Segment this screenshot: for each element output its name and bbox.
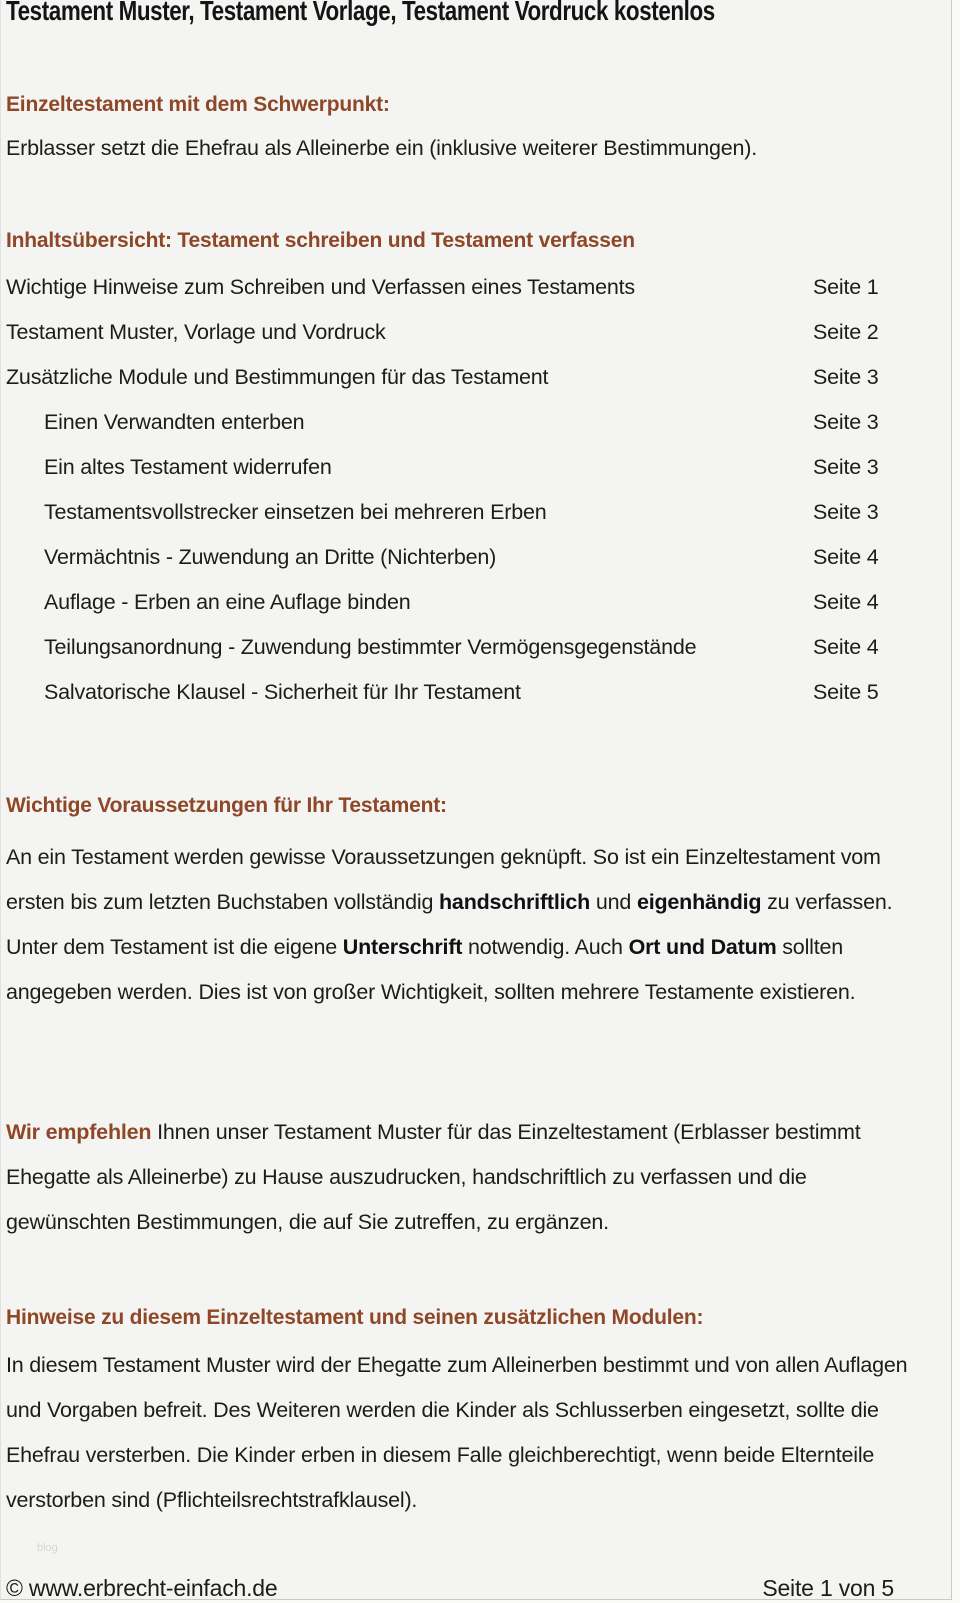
section-heading-hinweise: Hinweise zu diesem Einzeltestament und seinen zusätzlichen Modulen: — [6, 1306, 704, 1329]
toc-list — [6, 265, 935, 715]
toc-item — [6, 265, 935, 310]
toc-item-label: Wichtige Hinweise zum Schreiben und Verfassen eines Testaments — [6, 275, 635, 299]
toc-item-page: Seite 1 — [813, 275, 879, 299]
toc-item-page: Seite 2 — [813, 320, 879, 344]
toc-item — [6, 445, 935, 490]
intro-heading: Einzeltestament mit dem Schwerpunkt: — [6, 93, 390, 116]
toc-item-label: Teilungsanordnung - Zuwendung bestimmter Vermögensgegenstände — [44, 635, 697, 659]
text-run: notwendig. Auch — [462, 935, 629, 959]
toc-heading: Inhaltsübersicht: Testament schreiben und Testament verfassen — [6, 229, 635, 252]
bold-run: handschriftlich — [439, 890, 591, 914]
toc-item — [6, 355, 935, 400]
section-paragraph-voraussetzungen — [6, 835, 935, 1015]
toc-item-label: Testament Muster, Vorlage und Vordruck — [6, 320, 386, 344]
section-paragraph-empfehlung — [6, 1110, 935, 1245]
toc-item — [6, 535, 935, 580]
bold-run: Unterschrift — [342, 935, 463, 959]
toc-item-page: Seite 4 — [813, 545, 879, 569]
intro-text: Erblasser setzt die Ehefrau als Alleinerbe ein (inklusive weiterer Bestimmungen). — [6, 136, 757, 160]
toc-item-label: Ein altes Testament widerrufen — [44, 455, 332, 479]
toc-item-page: Seite 4 — [813, 590, 879, 614]
toc-item — [6, 670, 935, 715]
bold-run: eigenhändig — [636, 890, 762, 914]
footer-page-indicator: Seite 1 von 5 — [762, 1575, 894, 1601]
toc-item — [6, 400, 935, 445]
text-run: An ein Testament werden gewisse Voraussetzungen geknüpft. So ist ein Einzeltestament vom ersten bis zum letzten Buchstaben vollständig — [6, 845, 881, 914]
toc-item — [6, 490, 935, 535]
footer-copyright: © www.erbrecht-einfach.de — [6, 1575, 278, 1601]
text-run: In diesem Testament Muster wird der Ehegatte zum Alleinerben bestimmt und von allen Auflagen und Vorgaben befreit. Des Weiteren werden die Kinder als Schlusserben eingesetzt, sollte die Ehefrau versterben. Die Kinder erben in diesem Falle gleichberechtigt, wenn beide Elternteile verstorben sind (Pflichteilsrechtstrafklausel). — [6, 1353, 908, 1512]
text-run: zu verfassen. Unter dem Testament ist die eigene — [6, 890, 893, 959]
text-run: sollten angegeben werden. Dies ist von großer Wichtigkeit, sollten mehrere Testamente existieren. — [6, 935, 856, 1004]
toc-item-page: Seite 3 — [813, 410, 879, 434]
watermark-blog: blog — [37, 1542, 58, 1554]
text-run: Ihnen unser Testament Muster für das Einzeltestament (Erblasser bestimmt Ehegatte als Alleinerbe) zu Hause auszudrucken, handschriftlich zu verfassen und die gewünschten Bestimmungen, die auf Sie zutreffen, zu ergänzen. — [6, 1120, 861, 1234]
toc-item — [6, 310, 935, 355]
toc-item-page: Seite 3 — [813, 365, 879, 389]
page-title: Testament Muster, Testament Vorlage, Testament Vordruck kostenlos — [6, 0, 715, 26]
text-run: und — [590, 890, 637, 914]
toc-item-label: Auflage - Erben an eine Auflage binden — [44, 590, 411, 614]
toc-item-page: Seite 3 — [813, 455, 879, 479]
toc-item-page: Seite 4 — [813, 635, 879, 659]
section-paragraph-hinweise — [6, 1343, 935, 1523]
toc-item-label: Einen Verwandten enterben — [44, 410, 305, 434]
toc-item-label: Salvatorische Klausel - Sicherheit für Ihr Testament — [44, 680, 521, 704]
toc-item-label: Zusätzliche Module und Bestimmungen für das Testament — [6, 365, 549, 389]
toc-item — [6, 625, 935, 670]
toc-item-label: Testamentsvollstrecker einsetzen bei mehreren Erben — [44, 500, 547, 524]
toc-item-page: Seite 5 — [813, 680, 879, 704]
section-heading-empfehlung: Wir empfehlen — [6, 1120, 152, 1144]
bold-run: Ort und Datum — [628, 935, 777, 959]
toc-item-label: Vermächtnis - Zuwendung an Dritte (Nichterben) — [44, 545, 497, 569]
section-heading-voraussetzungen: Wichtige Voraussetzungen für Ihr Testament: — [6, 794, 447, 817]
toc-item-page: Seite 3 — [813, 500, 879, 524]
toc-item — [6, 580, 935, 625]
